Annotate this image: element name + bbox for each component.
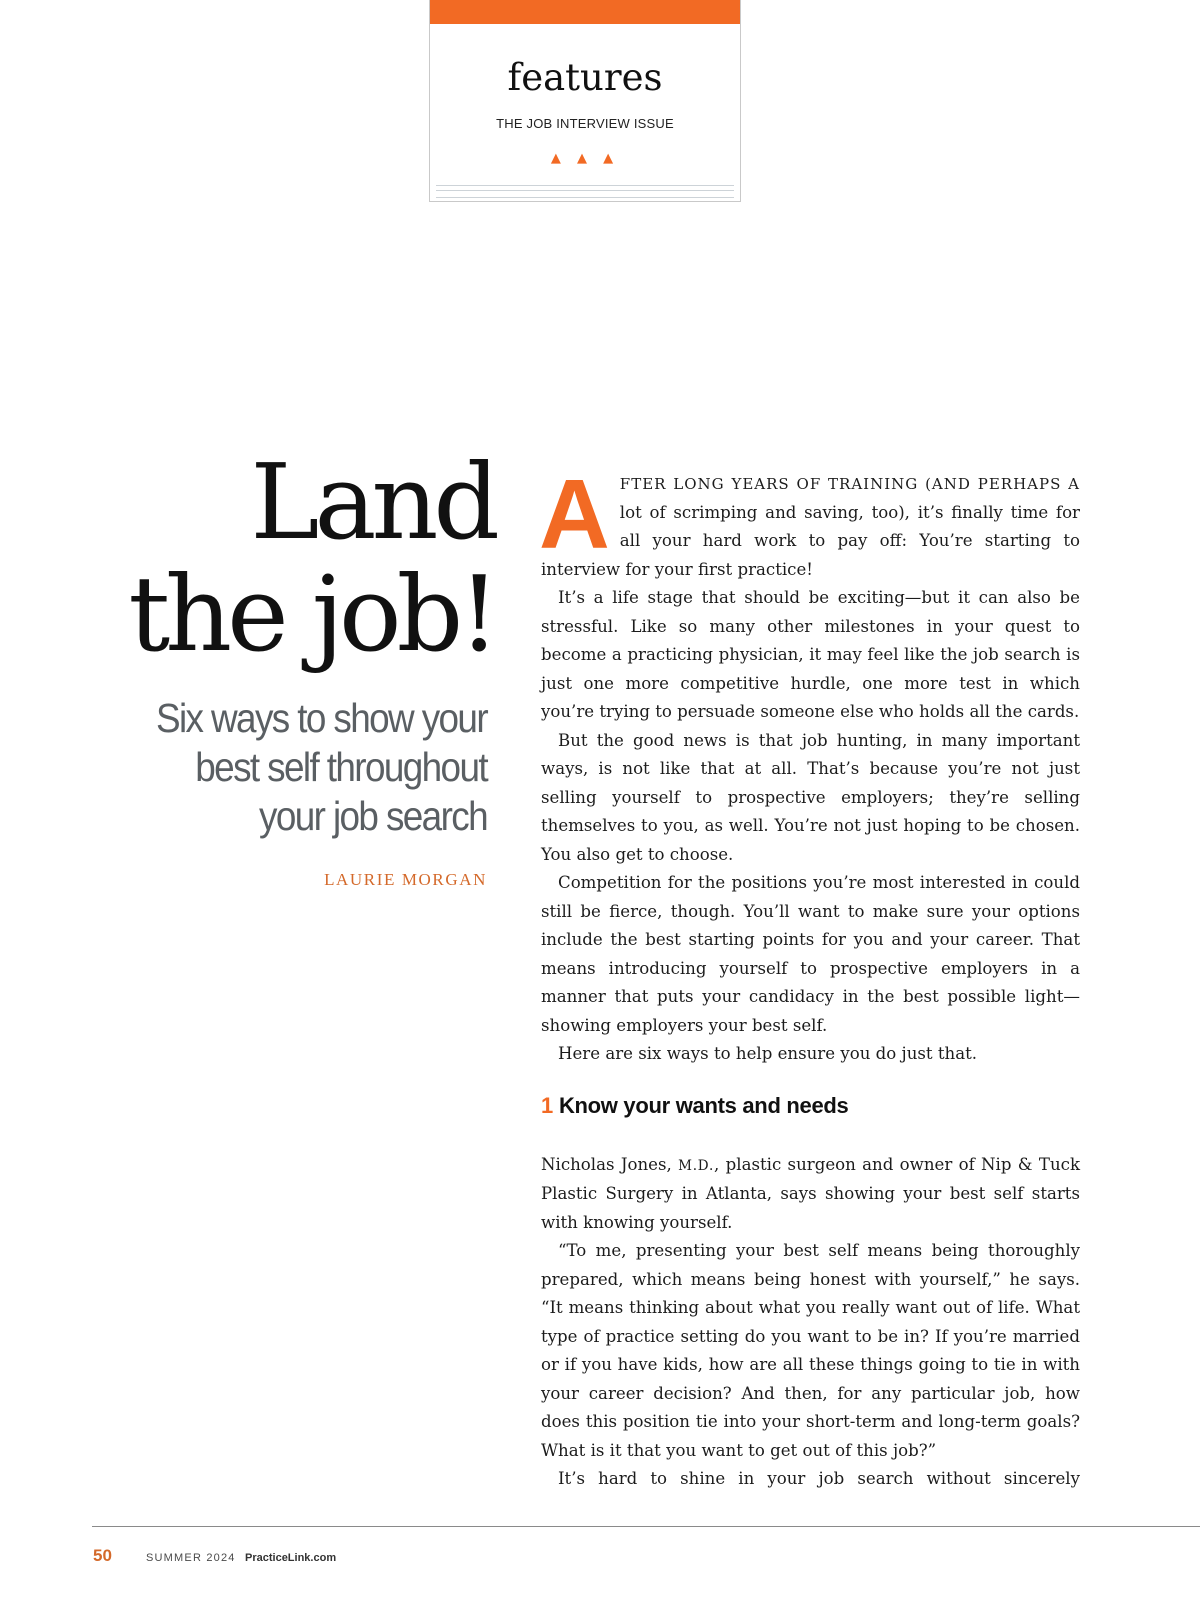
- lead-text: lot of scrimping and saving, too), it’s finally time for all your hard work to pay off: You’re starting to interview for your first practice!: [541, 502, 1080, 579]
- site-link[interactable]: PracticeLink.com: [245, 1552, 337, 1564]
- drop-cap: A: [539, 459, 610, 569]
- article-deck: [109, 694, 487, 841]
- article-headline: [35, 441, 495, 675]
- body-paragraph: But the good news is that job hunting, in many important ways, is not like that at all. That’s because you’re not just selling yourself to prospective employers; they’re selling themselves to you, as well. You’re not just hoping to be chosen. You also get to choose.: [541, 730, 1080, 864]
- article-body: [539, 459, 1080, 1494]
- headline-line-1: Land: [250, 441, 495, 563]
- section-lead-a: Nicholas Jones,: [541, 1154, 679, 1174]
- issue-label: SUMMER 2024: [146, 1552, 236, 1564]
- deck-line-1: Six ways to show your: [155, 695, 487, 741]
- deck-line-3: your job search: [259, 793, 487, 839]
- lead-paragraph: [539, 459, 1080, 584]
- section-header-box: [429, 0, 741, 202]
- section-subtitle: THE JOB INTERVIEW ISSUE: [496, 116, 674, 131]
- body-paragraph: Here are six ways to help ensure you do just that.: [558, 1044, 978, 1063]
- subhead-number: 1: [541, 1092, 553, 1118]
- section-lead-b: , plastic surgeon and owner of Nip & Tuck Plastic Surgery in Atlanta, says showing your best self starts with knowing yourself.: [541, 1154, 1080, 1232]
- headline-line-2: the job!: [128, 553, 495, 675]
- credential-md: M.D.: [678, 1157, 715, 1174]
- article-byline: LAURIE MORGAN: [324, 870, 487, 889]
- section-subhead: [541, 1091, 1080, 1121]
- body-paragraph: “To me, presenting your best self means being thoroughly prepared, which means being honest with yourself,” he says. “It means thinking about what you really want out of life. What type of practice setting do you want to be in? If you’re married or if you have kids, how are all these things going to tie in with your career decision? And then, for any particular job, how does this position tie into your short-term and long-term goals? What is it that you want to get out of this job?”: [541, 1241, 1080, 1460]
- lead-smallcaps: FTER LONG YEARS OF TRAINING (AND PERHAPS A: [619, 475, 1080, 493]
- page-number: 50: [93, 1546, 112, 1565]
- body-paragraph: It’s a life stage that should be exciting—but it can also be stressful. Like so many other milestones in your quest to become a practicing physician, it may feel like the job search is just one more competitive hurdle, one more test in which you’re trying to persuade someone else who holds all the cards.: [541, 588, 1080, 721]
- deck-line-2: best self throughout: [195, 744, 487, 790]
- triangle-ornament-icon: ▲ ▲ ▲: [550, 151, 620, 166]
- footer-rule: [92, 1526, 1200, 1527]
- body-paragraph: Competition for the positions you’re most interested in could still be fierce, though. You’ll want to make sure your options include the best starting points for you and your career. That means introducing yourself to prospective employers in a manner that puts your candidacy in the best possible light—showing employers your best self.: [541, 873, 1080, 1035]
- section-rules: [436, 185, 734, 198]
- section-lead-paragraph: [541, 1151, 1080, 1238]
- subhead-text: Know your wants and needs: [558, 1092, 849, 1118]
- section-title: features: [507, 56, 663, 99]
- body-paragraph: It’s hard to shine in your job search without sincerely: [558, 1469, 1080, 1488]
- section-accent-bar: [430, 0, 740, 24]
